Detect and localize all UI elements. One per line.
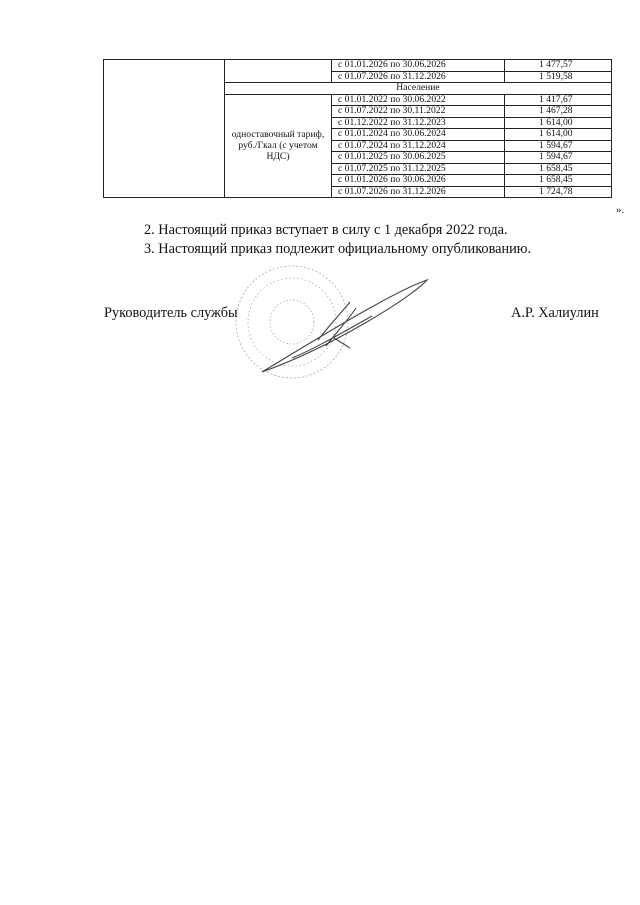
period-cell: с 01.07.2024 по 31.12.2024 <box>332 140 505 152</box>
tariff-label-cell: одноставочный тариф, руб./Гкал (с учетом НДС) <box>225 94 332 198</box>
signatory-position: Руководитель службы <box>104 305 238 321</box>
value-cell: 1 594,67 <box>505 140 612 152</box>
value-cell: 1 724,78 <box>505 186 612 198</box>
signatory-name: А.Р. Халиулин <box>511 305 599 321</box>
value-cell: 1 658,45 <box>505 163 612 175</box>
value-cell: 1 614,00 <box>505 117 612 129</box>
section-header-population: Население <box>225 83 612 95</box>
value-cell: 1 477,57 <box>505 60 612 72</box>
tariff-table <box>103 59 612 198</box>
value-cell: 1 519,58 <box>505 71 612 83</box>
closing-quote: ». <box>616 204 625 216</box>
value-cell: 1 467,28 <box>505 106 612 118</box>
period-cell: с 01.01.2026 по 30.06.2026 <box>332 60 505 72</box>
period-cell: с 01.12.2022 по 31.12.2023 <box>332 117 505 129</box>
paragraph-effective-date: 2. Настоящий приказ вступает в силу с 1 декабря 2022 года. <box>144 222 508 238</box>
period-cell: с 01.07.2026 по 31.12.2026 <box>332 71 505 83</box>
period-cell: с 01.07.2025 по 31.12.2025 <box>332 163 505 175</box>
value-cell: 1 594,67 <box>505 152 612 164</box>
period-cell: с 01.01.2024 по 30.06.2024 <box>332 129 505 141</box>
paragraph-publication: 3. Настоящий приказ подлежит официальному опубликованию. <box>144 241 532 257</box>
value-cell: 1 658,45 <box>505 175 612 187</box>
empty-category-cell <box>104 60 225 198</box>
value-cell: 1 417,67 <box>505 94 612 106</box>
period-cell: с 01.07.2022 по 30.11.2022 <box>332 106 505 118</box>
period-cell: с 01.07.2026 по 31.12.2026 <box>332 186 505 198</box>
table-row <box>104 60 612 72</box>
official-seal-stamp <box>222 262 432 384</box>
empty-label-cell <box>225 60 332 83</box>
period-cell: с 01.01.2025 по 30.06.2025 <box>332 152 505 164</box>
handwritten-signature <box>262 280 427 372</box>
period-cell: с 01.01.2026 по 30.06.2026 <box>332 175 505 187</box>
value-cell: 1 614,00 <box>505 129 612 141</box>
period-cell: с 01.01.2022 по 30.06.2022 <box>332 94 505 106</box>
